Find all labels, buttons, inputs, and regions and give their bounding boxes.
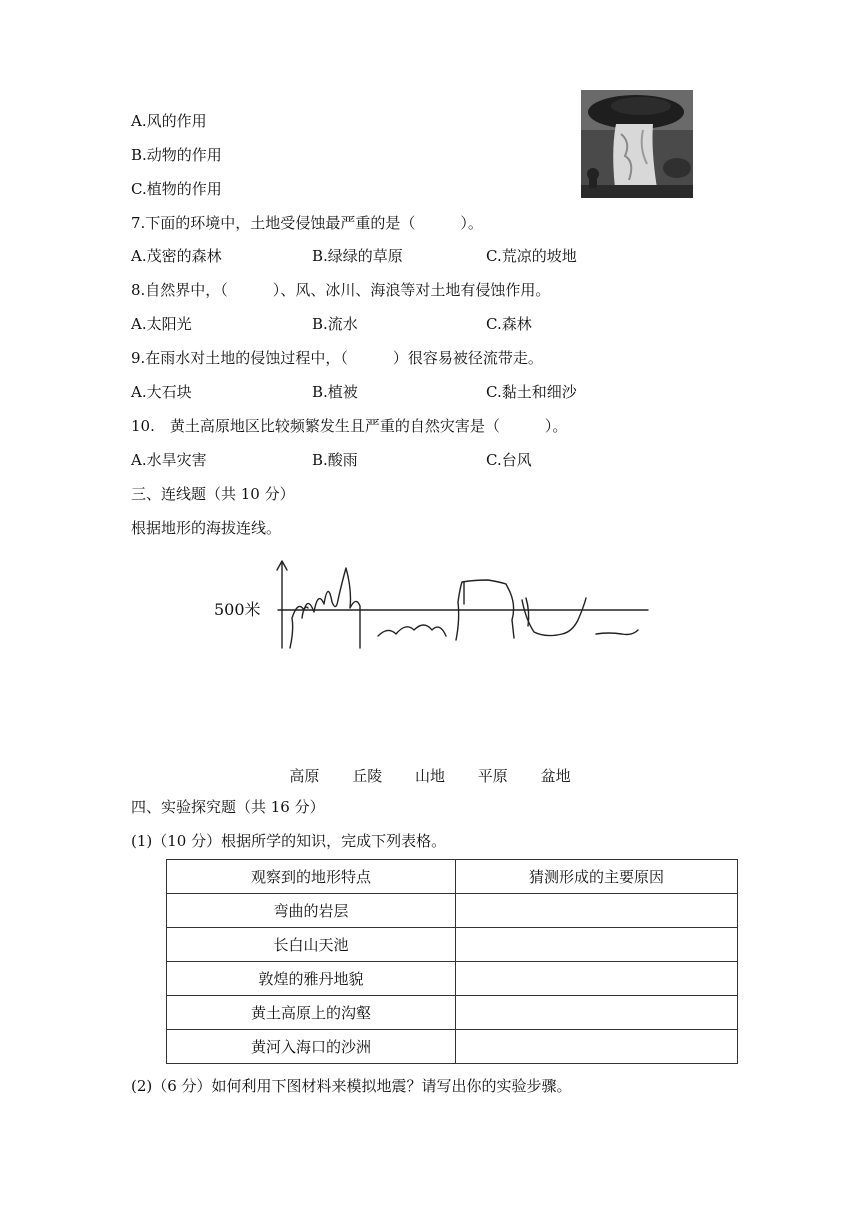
table-row — [167, 962, 738, 996]
mushroom-rock-photo — [581, 90, 693, 198]
landform-label[interactable]: 高原 — [289, 767, 320, 785]
elevation-500-label: 500米 — [214, 600, 261, 619]
q10-option-b: B.酸雨 — [312, 451, 358, 469]
q7-option-a: A.茂密的森林 — [131, 247, 222, 265]
section4-title: 四、实验探究题（共 16 分） — [131, 798, 325, 816]
landform-label[interactable]: 山地 — [414, 767, 445, 785]
q6-option-c: C.植物的作用 — [131, 180, 222, 198]
table-row — [167, 1030, 738, 1064]
section3-title: 三、连线题（共 10 分） — [131, 485, 295, 503]
table-header-cause: 猜测形成的主要原因 — [456, 860, 738, 894]
landform-cause-table — [166, 859, 738, 1064]
landform-label[interactable]: 丘陵 — [352, 767, 383, 785]
section4-q2: (2)（6 分）如何利用下图材料来模拟地震？请写出你的实验步骤。 — [131, 1077, 572, 1095]
q9-option-c: C.黏土和细沙 — [486, 383, 577, 401]
landform-label[interactable]: 平原 — [477, 767, 508, 785]
q8-option-a: A.太阳光 — [131, 315, 192, 333]
q7-option-c: C.荒凉的坡地 — [486, 247, 577, 265]
q9-option-b: B.植被 — [312, 383, 358, 401]
table-row — [167, 894, 738, 928]
table-cell-answer[interactable] — [456, 928, 738, 962]
q7-option-b: B.绿绿的草原 — [312, 247, 403, 265]
q7-stem: 7.下面的环境中，土地受侵蚀最严重的是（ ）。 — [131, 214, 483, 232]
table-cell-feature: 黄河入海口的沙洲 — [167, 1030, 456, 1064]
landform-labels — [0, 765, 860, 786]
section3-instruction: 根据地形的海拔连线。 — [131, 519, 282, 537]
section4-q1: (1)（10 分）根据所学的知识，完成下列表格。 — [131, 832, 447, 850]
table-cell-feature: 弯曲的岩层 — [167, 894, 456, 928]
q9-stem: 9.在雨水对土地的侵蚀过程中，（ ）很容易被径流带走。 — [131, 349, 543, 367]
landform-label[interactable]: 盆地 — [540, 767, 571, 785]
table-cell-feature: 敦煌的雅丹地貌 — [167, 962, 456, 996]
table-cell-answer[interactable] — [456, 894, 738, 928]
q10-option-c: C.台风 — [486, 451, 532, 469]
table-cell-answer[interactable] — [456, 996, 738, 1030]
q10-stem: 10. 黄土高原地区比较频繁发生且严重的自然灾害是（ ）。 — [131, 417, 568, 435]
q10-option-a: A.水旱灾害 — [131, 451, 207, 469]
q8-option-c: C.森林 — [486, 315, 532, 333]
table-row — [167, 996, 738, 1030]
table-header-row — [167, 860, 738, 894]
q6-option-b: B.动物的作用 — [131, 146, 222, 164]
q6-option-a: A.风的作用 — [131, 112, 207, 130]
q9-option-a: A.大石块 — [131, 383, 192, 401]
table-header-feature: 观察到的地形特点 — [167, 860, 456, 894]
q8-option-b: B.流水 — [312, 315, 358, 333]
table-cell-answer[interactable] — [456, 1030, 738, 1064]
q8-stem: 8.自然界中，（ ）、风、冰川、海浪等对土地有侵蚀作用。 — [131, 281, 551, 299]
table-cell-answer[interactable] — [456, 962, 738, 996]
terrain-profile-diagram — [210, 560, 660, 655]
table-cell-feature: 黄土高原上的沟壑 — [167, 996, 456, 1030]
table-cell-feature: 长白山天池 — [167, 928, 456, 962]
table-row — [167, 928, 738, 962]
